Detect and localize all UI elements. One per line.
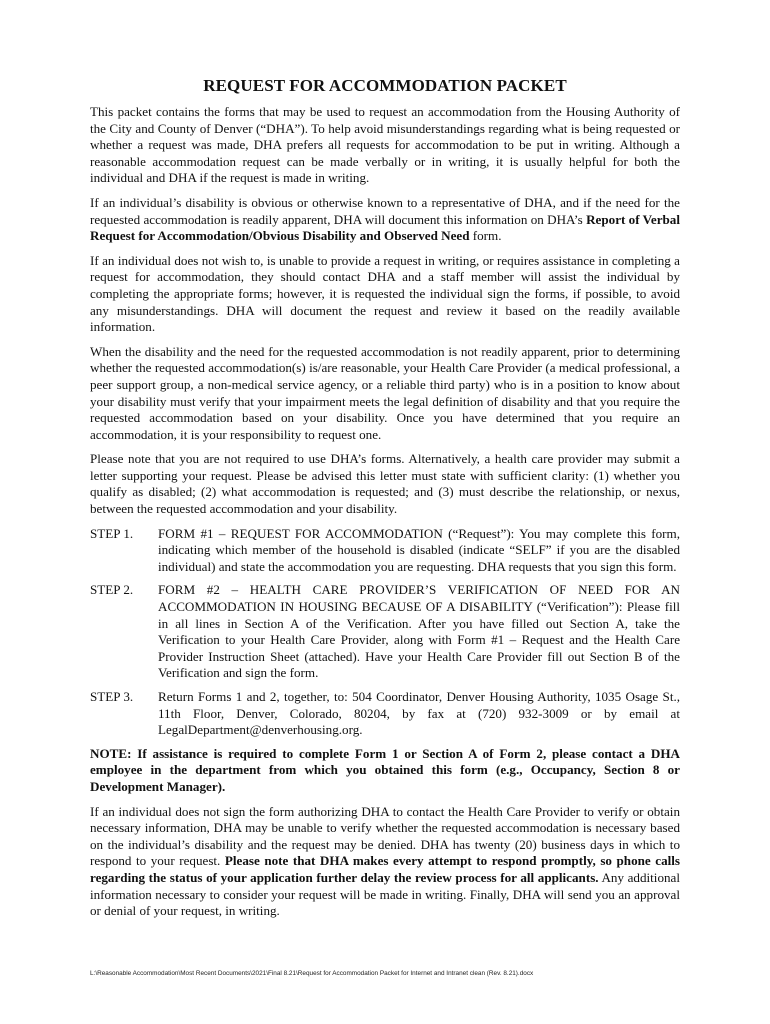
step-2 bbox=[90, 582, 680, 682]
forms-optional-paragraph: Please note that you are not required to use DHA’s forms. Alternatively, a health care provider may submit a letter supporting your request. Please be advised this letter must state with sufficient clarity: (1) whether you qualify as disabled; (2) what accommodation is requested; and (3) must describe the relationship, or nexus, between the requested accommodation and your disability. bbox=[90, 451, 680, 517]
paragraph-text: Any additional information necessary to consider your request will be made in writing. Finally, DHA will send you an approval or denial of your request, in writing. bbox=[90, 869, 680, 919]
step-3 bbox=[90, 689, 680, 739]
intro-paragraph: This packet contains the forms that may be used to request an accommodation from the Housing Authority of the City and County of Denver (“DHA”). To help avoid misunderstandings regarding what is being requested or whether a request was made, DHA prefers all requests for accommodation to be put in writing. Although a reasonable accommodation request can be made verbally or in writing, it is usually helpful for both the individual and DHA if the request is made in writing. bbox=[90, 104, 680, 186]
obvious-disability-paragraph bbox=[90, 195, 680, 245]
paragraph-text: If an individual’s disability is obvious or otherwise known to a representative of DHA, and if the need for the requested accommodation is readily apparent, DHA will document this information on DHA’s bbox=[90, 194, 680, 227]
step-text: FORM #1 – REQUEST FOR ACCOMMODATION (“Request”): You may complete this form, indicating which member of the household is disabled (indicate “SELF” if you are the disabled individual) and state the accommodation you are requesting. DHA requests that you sign this form. bbox=[158, 525, 680, 574]
status-calls-warning: Please note that DHA makes every attempt to respond promptly, so phone calls regarding the status of your application further delay the review process for all applicants. bbox=[90, 853, 680, 885]
report-form-name: Report of Verbal Request for Accommodation/Obvious Disability and Observed Need bbox=[90, 211, 680, 244]
verification-paragraph: When the disability and the need for the requested accommodation is not readily apparent, prior to determining whether the requested accommodation(s) is/are reasonable, your Health Care Provider (a medical professional, a peer support group, a non-medical service agency, or a reliable third party) who is in a position to know about your disability must verify that your impairment meets the legal definition of disability and that you require the requested accommodation based on your disability. Once you have determined that you require an accommodation, it is your responsibility to request one. bbox=[90, 343, 680, 442]
step-text: FORM #2 – HEALTH CARE PROVIDER’S VERIFICATION OF NEED FOR AN ACCOMMODATION IN HOUSING BECAUSE OF A DISABILITY (“Verification”): Please fill in all lines in Section A of the Verification. After you have filled out Section A, take the Verification to your Health Care Provider, along with Form #1 – Request and the Health Care Provider Instruction Sheet (attached). Have your Health Care Provider fill out Section B of the Verification and sign the form. bbox=[158, 582, 680, 681]
step-1 bbox=[90, 526, 680, 576]
step-label: STEP 3. bbox=[90, 689, 134, 704]
document-title: REQUEST FOR ACCOMMODATION PACKET bbox=[203, 76, 567, 95]
document-page bbox=[90, 70, 680, 928]
assistance-paragraph: If an individual does not wish to, is unable to provide a request in writing, or requires assistance in completing a request for accommodation, they should contact DHA and a staff member will assist the individual by completing the appropriate forms; however, it is requested the individual sign the forms, if possible, to avoid any misunderstandings. DHA will document the request and review it based on the readily available information. bbox=[90, 252, 680, 335]
file-path-footer: L:\Reasonable Accommodation\Most Recent Documents\2021\Final 8.21\Request for Accommodation Packet for Internet and Intranet clean (Rev. 8.21).docx bbox=[90, 970, 534, 977]
step-label: STEP 2. bbox=[90, 582, 134, 598]
response-paragraph bbox=[90, 804, 680, 920]
assistance-note: NOTE: If assistance is required to complete Form 1 or Section A of Form 2, please contact a DHA employee in the department from which you obtained this form (e.g., Occupancy, Section 8 or Development Manager). bbox=[90, 745, 680, 794]
paragraph-text: form. bbox=[469, 228, 502, 244]
step-label: STEP 1. bbox=[90, 525, 134, 541]
step-text: Return Forms 1 and 2, together, to: 504 Coordinator, Denver Housing Authority, 1035 Osage St., 11th Floor, Denver, Colorado, 80204, by fax at (720) 932-3009 or by email at LegalDepartment@denverhousing.org. bbox=[158, 689, 680, 738]
paragraph-text: If an individual does not sign the form authorizing DHA to contact the Health Care Provider to verify or obtain necessary information, DHA may be unable to verify whether the requested accommodation is necessary based on the individual’s disability and the request may be denied. DHA has twenty (20) business days in which to respond to your request. bbox=[90, 803, 680, 869]
